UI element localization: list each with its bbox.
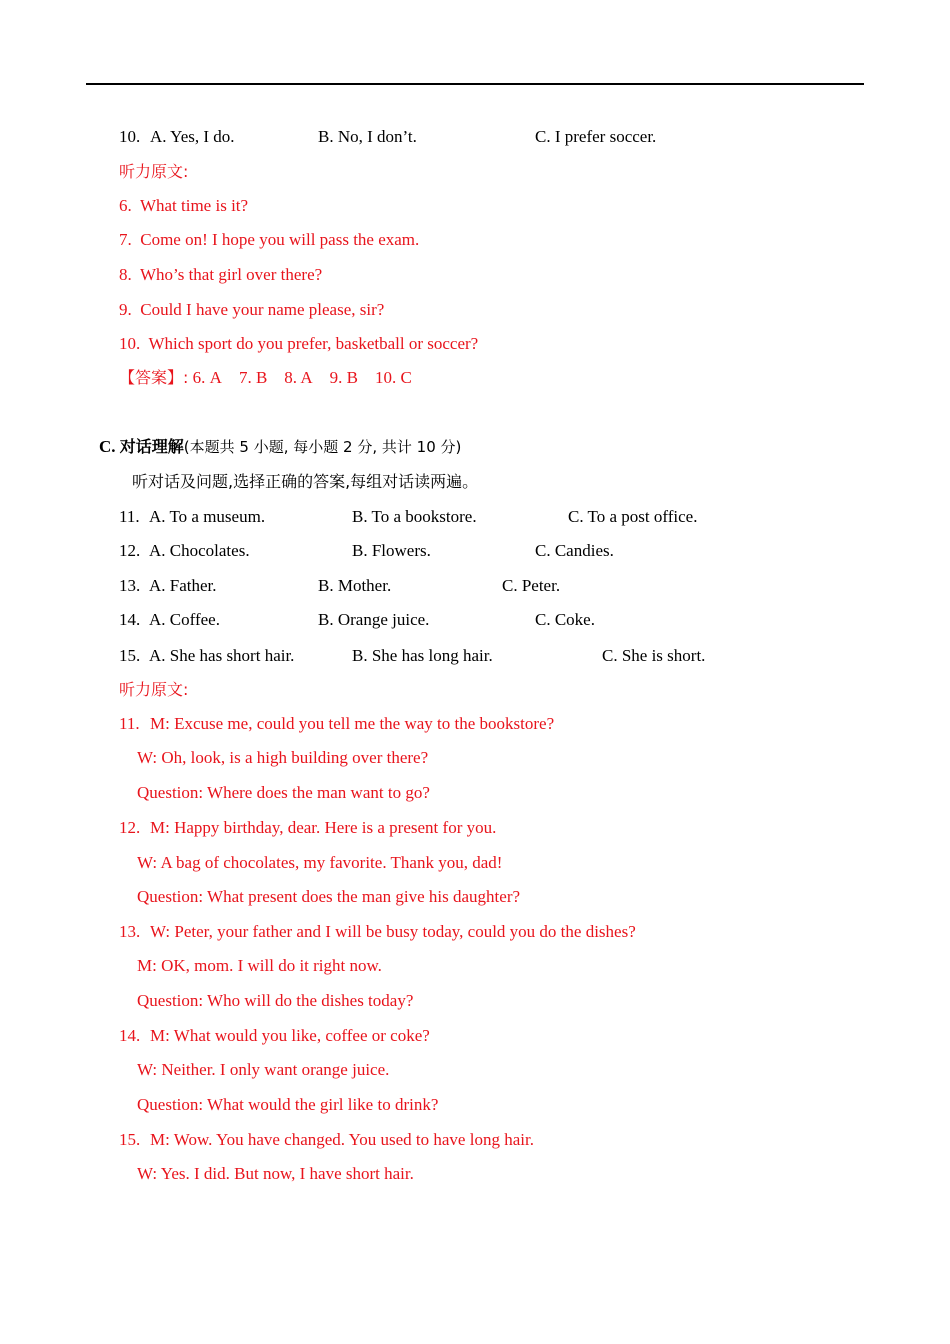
question-number: 11.	[119, 507, 140, 526]
dialogue-number: 13.	[119, 922, 141, 941]
section-note: (本题共 5 小题, 每小题 2 分, 共计 10 分)	[183, 438, 462, 456]
option-a: A. To a museum.	[149, 507, 266, 526]
answer-item: 6. A	[192, 368, 222, 387]
option-c: C. I prefer soccer.	[535, 127, 657, 146]
option-c: C. To a post office.	[568, 507, 698, 526]
question-10	[119, 126, 140, 148]
dialogue-line: W: A bag of chocolates, my favorite. Thank you, dad!	[137, 853, 503, 872]
dialogue-number: 12.	[119, 818, 141, 837]
item-number: 9.	[119, 300, 132, 319]
option-c: C. She is short.	[602, 646, 706, 665]
dialogue-line: M: Happy birthday, dear. Here is a present for you.	[150, 818, 497, 837]
transcript-label: 听力原文:	[119, 680, 189, 699]
section-instruction: 听对话及问题,选择正确的答案,每组对话读两遍。	[132, 472, 479, 491]
dialogue-line: W: Oh, look, is a high building over there?	[137, 748, 429, 767]
header-rule	[86, 83, 864, 85]
option-a: A. Father.	[149, 576, 217, 595]
item-number: 8.	[119, 265, 132, 284]
item-text: Could I have your name please, sir?	[140, 300, 385, 319]
transcript-item	[119, 333, 478, 355]
option-b: B. To a bookstore.	[352, 507, 477, 526]
option-b: B. No, I don’t.	[318, 127, 417, 146]
option-c: C. Candies.	[535, 541, 614, 560]
question-number: 10.	[119, 127, 141, 146]
dialogue-question: Question: What present does the man give his daughter?	[137, 887, 521, 906]
dialogue-question: Question: Where does the man want to go?	[137, 783, 430, 802]
option-b: B. Mother.	[318, 576, 392, 595]
answer-key	[119, 367, 412, 389]
answer-item: 8. A	[284, 368, 313, 387]
item-text: Come on! I hope you will pass the exam.	[140, 230, 420, 249]
answer-item: 10. C	[374, 368, 412, 387]
item-text: Which sport do you prefer, basketball or soccer?	[148, 334, 479, 353]
item-number: 10.	[119, 334, 141, 353]
item-text: What time is it?	[139, 196, 249, 215]
section-c-heading	[99, 436, 461, 458]
section-letter: C.	[99, 437, 116, 456]
dialogue-line: W: Peter, your father and I will be busy today, could you do the dishes?	[150, 922, 636, 941]
dialogue-line: M: Wow. You have changed. You used to have long hair.	[150, 1130, 534, 1149]
dialogue-number: 14.	[119, 1026, 141, 1045]
option-a: A. Coffee.	[149, 610, 220, 629]
option-c: C. Peter.	[502, 576, 561, 595]
transcript-item	[119, 195, 248, 217]
option-a: A. Yes, I do.	[150, 127, 235, 146]
transcript-label: 听力原文:	[119, 162, 189, 181]
answer-label: 【答案】:	[119, 368, 189, 387]
option-c: C. Coke.	[535, 610, 595, 629]
dialogue-question: Question: Who will do the dishes today?	[137, 991, 414, 1010]
dialogue-number: 15.	[119, 1130, 141, 1149]
transcript-item	[119, 229, 419, 251]
question-number: 12.	[119, 541, 141, 560]
dialogue-line: W: Neither. I only want orange juice.	[137, 1060, 390, 1079]
transcript-item	[119, 264, 322, 286]
option-b: B. Orange juice.	[318, 610, 430, 629]
dialogue-line: M: What would you like, coffee or coke?	[150, 1026, 430, 1045]
transcript-item	[119, 299, 384, 321]
dialogue-line: M: OK, mom. I will do it right now.	[137, 956, 382, 975]
dialogue-line: M: Excuse me, could you tell me the way to the bookstore?	[150, 714, 555, 733]
item-number: 6.	[119, 196, 132, 215]
answer-item: 9. B	[329, 368, 358, 387]
option-a: A. Chocolates.	[149, 541, 250, 560]
dialogue-number: 11.	[119, 714, 140, 733]
question-number: 13.	[119, 576, 141, 595]
dialogue-question: Question: What would the girl like to drink?	[137, 1095, 439, 1114]
option-b: B. Flowers.	[352, 541, 431, 560]
item-number: 7.	[119, 230, 132, 249]
question-number: 14.	[119, 610, 141, 629]
item-text: Who’s that girl over there?	[139, 265, 323, 284]
option-b: B. She has long hair.	[352, 646, 493, 665]
section-title: 对话理解	[119, 437, 184, 456]
answer-item: 7. B	[238, 368, 268, 387]
question-number: 15.	[119, 646, 141, 665]
dialogue-line: W: Yes. I did. But now, I have short hair.	[137, 1164, 414, 1183]
option-a: A. She has short hair.	[149, 646, 295, 665]
